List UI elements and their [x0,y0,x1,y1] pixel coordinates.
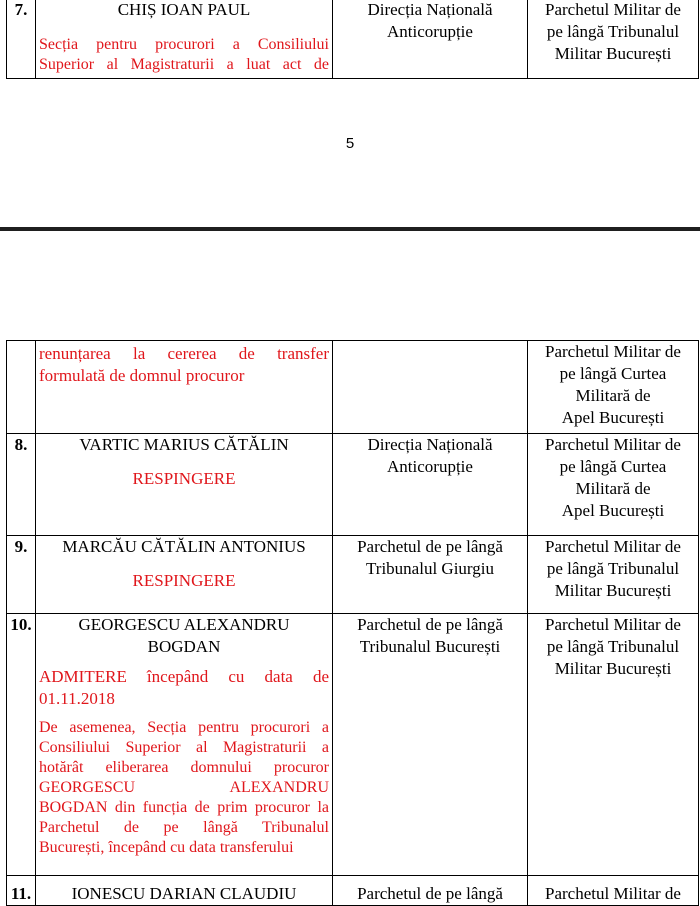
transfer-table-page5 [6,0,699,79]
page-number: 5 [345,135,355,152]
table-row [7,614,699,876]
destination-unit: Parchetul Militar de pe lângă Tribunalul Militar București [528,0,699,79]
prosecutor-name: MARCĂU CĂTĂLIN ANTONIUS [62,537,306,556]
origin-unit: Parchetul de pe lângă Tribunalul Giurgiu [333,536,528,614]
prosecutor-name: IONESCU DARIAN CLAUDIU [71,884,297,903]
decision-text: Secția pentru procurori a Consiliului Superior al Magistraturii a luat act de [39,36,329,73]
decision-text: RESPINGERE [132,469,236,488]
decision-continued-text: renunțarea la cererea de transfer formulată de domnul procuror [39,344,329,385]
transfer-table-page6 [6,340,699,906]
prosecutor-name: VARTIC MARIUS CĂTĂLIN [79,435,289,454]
decision-text: ADMITERE începând cu data de 01.11.2018 [39,667,329,708]
origin-unit: Parchetul de pe lângă [333,876,528,906]
origin-unit: Direcția Națională Anticorupție [333,434,528,536]
destination-unit: Parchetul Militar de pe lângă Tribunalul Militar București [528,536,699,614]
row-number: 7. [7,0,36,79]
origin-unit: Direcția Națională Anticorupție [333,0,528,79]
destination-unit: Parchetul Militar de [528,876,699,906]
page-separator [0,227,700,231]
row-number: 10. [7,614,36,876]
destination-unit: Parchetul Militar de pe lângă Curtea Militară de Apel București [528,341,699,434]
additional-decision-text: De asemenea, Secția pentru procurori a Consiliului Superior al Magistraturii a hotărât eliberarea domnului procuror GEORGESCU ALEXANDRU BOGDAN din funcția de prim procuror la Parchetul de pe lângă Tribunalul București, începând cu data transferului [39,719,329,856]
prosecutor-name: GEORGESCU ALEXANDRU BOGDAN [78,615,290,656]
table-row [7,434,699,536]
prosecutor-name: CHIȘ IOAN PAUL [117,0,251,19]
row-number: 8. [7,434,36,536]
row-number: 11. [7,876,36,906]
origin-unit: Parchetul de pe lângă Tribunalul București [333,614,528,876]
row-number: 9. [7,536,36,614]
destination-unit: Parchetul Militar de pe lângă Curtea Militară de Apel București [528,434,699,536]
table-row [7,536,699,614]
table-row [7,0,699,79]
destination-unit: Parchetul Militar de pe lângă Tribunalul Militar București [528,614,699,876]
decision-text: RESPINGERE [132,571,236,590]
table-row [7,341,699,434]
table-row [7,876,699,906]
